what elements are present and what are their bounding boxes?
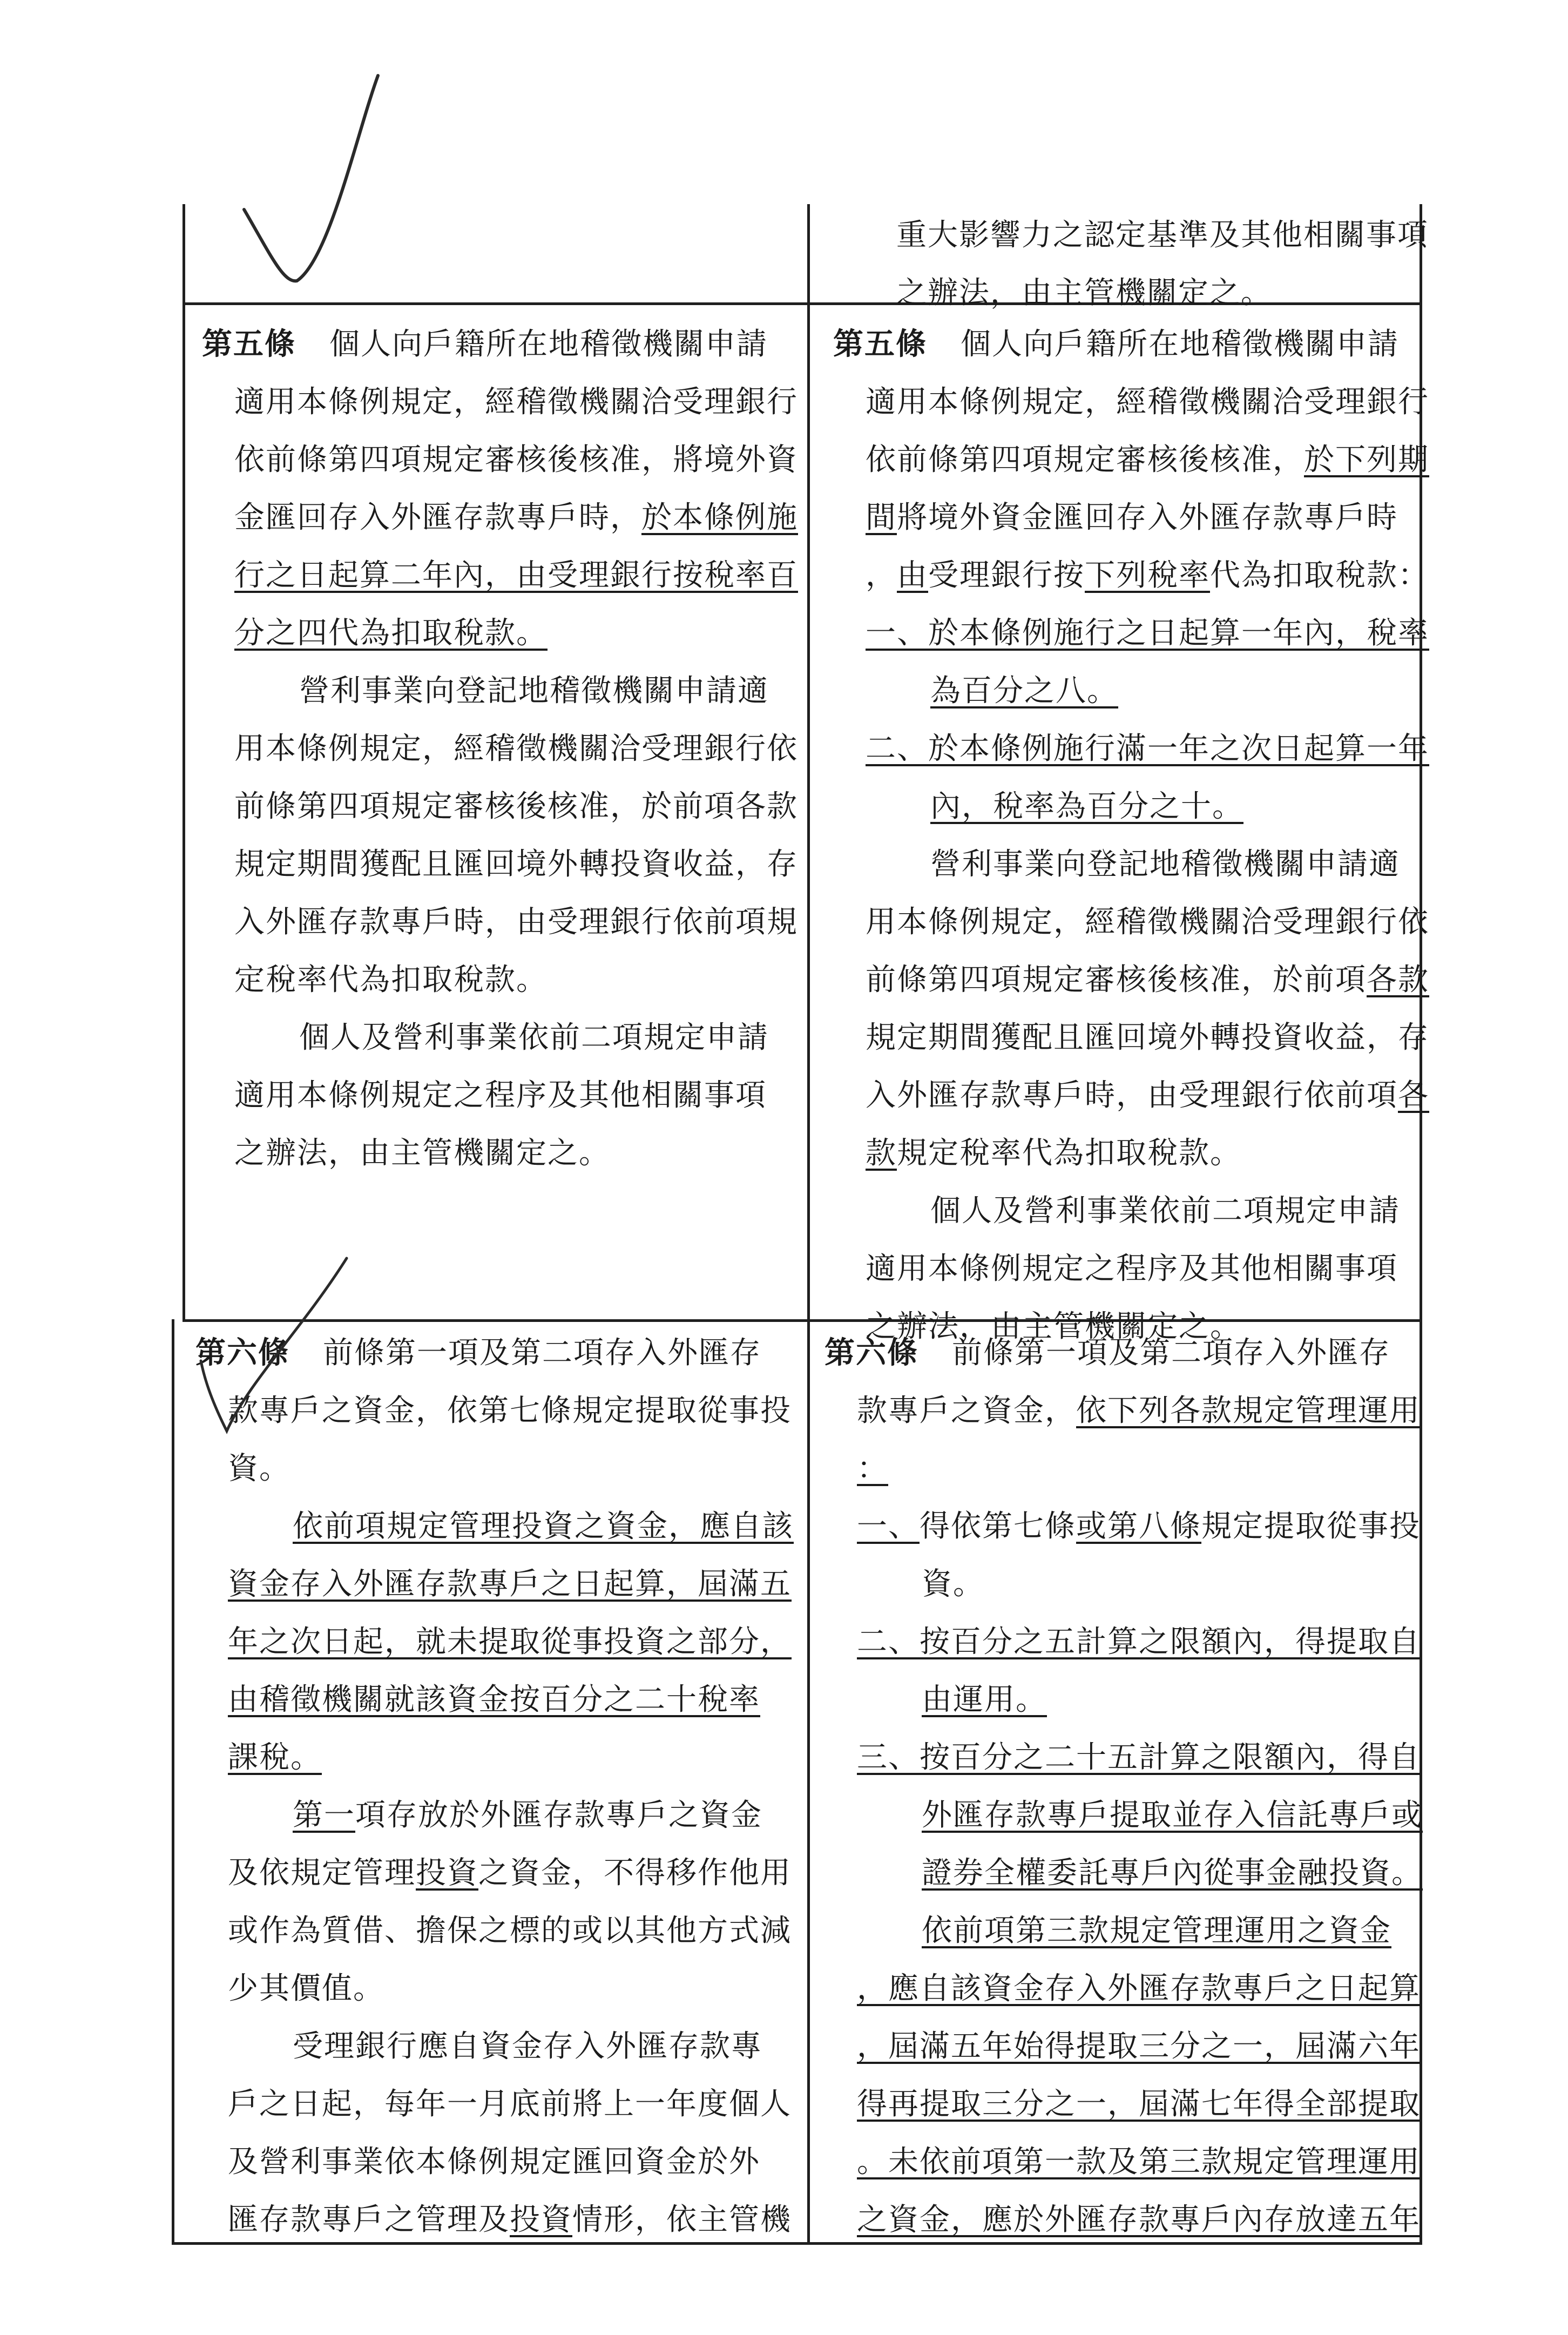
underlined-text: 證券全權委託專戶內從事金融投資。 <box>922 1855 1423 1891</box>
article-heading: 第五條 <box>202 326 296 362</box>
text-segment: 戶之日起，每年一月底前將上一年度個人 <box>228 2087 792 2122</box>
article-heading: 第六條 <box>195 1335 289 1371</box>
text-segment: 資。 <box>922 1567 984 1602</box>
underlined-text: 為百分之八。 <box>930 673 1118 708</box>
underlined-text: ，屆滿五年始得提取三分之一，屆滿六年 <box>857 2029 1421 2064</box>
text-segment: 之辦法，由主管機關定之。 <box>896 275 1272 311</box>
underlined-text: 資金存入外匯存款專戶之日起算，屆滿五 <box>228 1567 792 1602</box>
underlined-text: 依下列各款規定管理運用 <box>1076 1393 1421 1428</box>
underlined-text: 一、於本條例施行之日起算一年內，稅率 <box>866 616 1429 651</box>
text-segment: 前條第四項規定審核後核准，於前項各款 <box>234 789 798 824</box>
text-segment: 入外匯存款專戶時，由受理銀行依前項 <box>866 1078 1398 1113</box>
text-segment: 用本條例規定，經稽徵機關洽受理銀行依 <box>866 905 1429 940</box>
text-segment: 規定提取從事投 <box>1201 1509 1421 1544</box>
text-segment: 營利事業向登記地稽徵機關申請適 <box>299 673 769 708</box>
text-segment: 前條第四項規定審核後核准，於前項 <box>866 962 1367 997</box>
article-heading: 第六條 <box>824 1335 918 1371</box>
text-segment: 定稅率代為扣取稅款。 <box>234 962 548 997</box>
text-segment: 適用本條例規定之程序及其他相關事項 <box>234 1078 767 1113</box>
underlined-text: 依前項第三款規定管理運用之資金 <box>922 1913 1391 1948</box>
underlined-text: 二、按百分之五計算之限額內，得提取自 <box>857 1624 1421 1659</box>
text-segment: 個人及營利事業依前二項規定申請 <box>299 1020 769 1055</box>
underlined-text: 分之四代為扣取稅款。 <box>234 616 548 651</box>
underlined-text: 由稽徵機關就該資金按百分之二十稅率 <box>228 1682 760 1717</box>
text-segment: 受理銀行應自資金存入外匯存款專 <box>293 2029 762 2064</box>
underlined-text: 內，稅率為百分之十。 <box>930 789 1243 824</box>
underlined-text: 得再提取三分之一，屆滿七年得全部提取 <box>857 2087 1421 2122</box>
underlined-text: 一、 <box>857 1509 920 1544</box>
underlined-text: 投資 <box>510 2202 572 2237</box>
text-segment: 之資金，不得移作他用 <box>478 1855 792 1891</box>
text-segment: 少其價值。 <box>228 1971 384 2006</box>
text-segment: 情形，依主管機 <box>572 2202 792 2237</box>
underlined-text: 於下列期 <box>1304 442 1429 477</box>
text-segment: 受理銀行按 <box>928 558 1085 593</box>
underlined-text: ： <box>857 1451 888 1486</box>
text-segment: 前條第一項及第二項存入外匯存 <box>323 1335 761 1371</box>
underlined-text: 依前項規定管理投資之資金，應自該 <box>293 1509 794 1544</box>
underlined-text: 各 <box>1398 1078 1429 1113</box>
text-segment: 依前條第四項規定審核後核准， <box>866 442 1304 477</box>
text-segment: 個人向戶籍所在地稽徵機關申請 <box>329 327 768 362</box>
article-heading: 第五條 <box>833 326 927 362</box>
underlined-text: 間 <box>866 500 897 535</box>
underlined-text: 。未依前項第一款及第三款規定管理運用 <box>857 2144 1421 2179</box>
underlined-text: 由運用。 <box>922 1682 1047 1717</box>
text-segment: 個人及營利事業依前二項規定申請 <box>930 1193 1400 1229</box>
text-segment: 規定稅率代為扣取稅款。 <box>897 1136 1241 1171</box>
underlined-text: 外匯存款專戶提取並存入信託專戶或 <box>922 1798 1423 1833</box>
text-segment: 資。 <box>228 1451 290 1486</box>
text-segment: 規定期間獲配且匯回境外轉投資收益，存 <box>866 1020 1429 1055</box>
text-segment: 依前條第四項規定審核後核准，將境外資 <box>234 442 798 477</box>
text-segment: 營利事業向登記地稽徵機關申請適 <box>930 847 1400 882</box>
underlined-text: 之資金，應於外匯存款專戶內存放達五年 <box>857 2202 1421 2237</box>
text-segment: 規定期間獲配且匯回境外轉投資收益，存 <box>234 847 798 882</box>
text-segment: 之辦法，由主管機關定之。 <box>234 1136 610 1171</box>
text-segment: 得依第七條 <box>920 1509 1076 1544</box>
underlined-text: 課稅。 <box>228 1740 322 1775</box>
text-segment: 重大影響力之認定基準及其他相關事項 <box>896 218 1429 253</box>
text-segment: 入外匯存款專戶時，由受理銀行依前項規 <box>234 905 798 940</box>
text-segment: 及依規定管理 <box>228 1855 416 1891</box>
text-segment: 款專戶之資金， <box>857 1393 1076 1428</box>
underlined-text: 由 <box>897 558 928 593</box>
text-segment: 適用本條例規定之程序及其他相關事項 <box>866 1251 1398 1286</box>
text-segment: 前條第一項及第二項存入外匯存 <box>952 1335 1390 1371</box>
text-segment: 適用本條例規定，經稽徵機關洽受理銀行 <box>234 384 798 420</box>
text-segment: 或作為質借、擔保之標的或以其他方式減 <box>228 1913 792 1948</box>
underlined-text: 各款 <box>1367 962 1429 997</box>
underlined-text: 投資 <box>416 1855 478 1891</box>
text-segment: 匯存款專戶之管理及 <box>228 2202 510 2237</box>
underlined-text: 下列稅率 <box>1085 558 1210 593</box>
underlined-text: ，應自該資金存入外匯存款專戶之日起算 <box>857 1971 1421 2006</box>
underlined-text: 行之日起算二年內，由受理銀行按稅率百 <box>234 558 798 593</box>
text-segment: 將境外資金匯回存入外匯存款專戶時 <box>897 500 1398 535</box>
text-segment: 個人向戶籍所在地稽徵機關申請 <box>961 327 1399 362</box>
text-segment: 項存放於外匯存款專戶之資金 <box>355 1798 762 1833</box>
underlined-text: 第一 <box>293 1798 355 1833</box>
text-segment: 款專戶之資金，依第七條規定提取從事投 <box>228 1393 792 1428</box>
underlined-text: 於本條例施 <box>641 500 798 535</box>
text-segment: ， <box>866 558 897 593</box>
text-segment: 適用本條例規定，經稽徵機關洽受理銀行 <box>866 384 1429 420</box>
underlined-text: 年之次日起，就未提取從事投資之部分， <box>228 1624 792 1659</box>
text-segment: 之辦法，由主管機關定之。 <box>866 1309 1241 1344</box>
text-segment: 用本條例規定，經稽徵機關洽受理銀行依 <box>234 731 798 766</box>
underlined-text: 三、按百分之二十五計算之限額內，得自 <box>857 1740 1421 1775</box>
underlined-text: 款 <box>866 1136 897 1171</box>
underlined-text: 二、於本條例施行滿一年之次日起算一年 <box>866 731 1429 766</box>
underlined-text: 或第八條 <box>1076 1509 1201 1544</box>
text-segment: 及營利事業依本條例規定匯回資金於外 <box>228 2144 760 2179</box>
text-segment: 代為扣取稅款： <box>1210 558 1429 593</box>
text-segment: 金匯回存入外匯存款專戶時， <box>234 500 641 535</box>
